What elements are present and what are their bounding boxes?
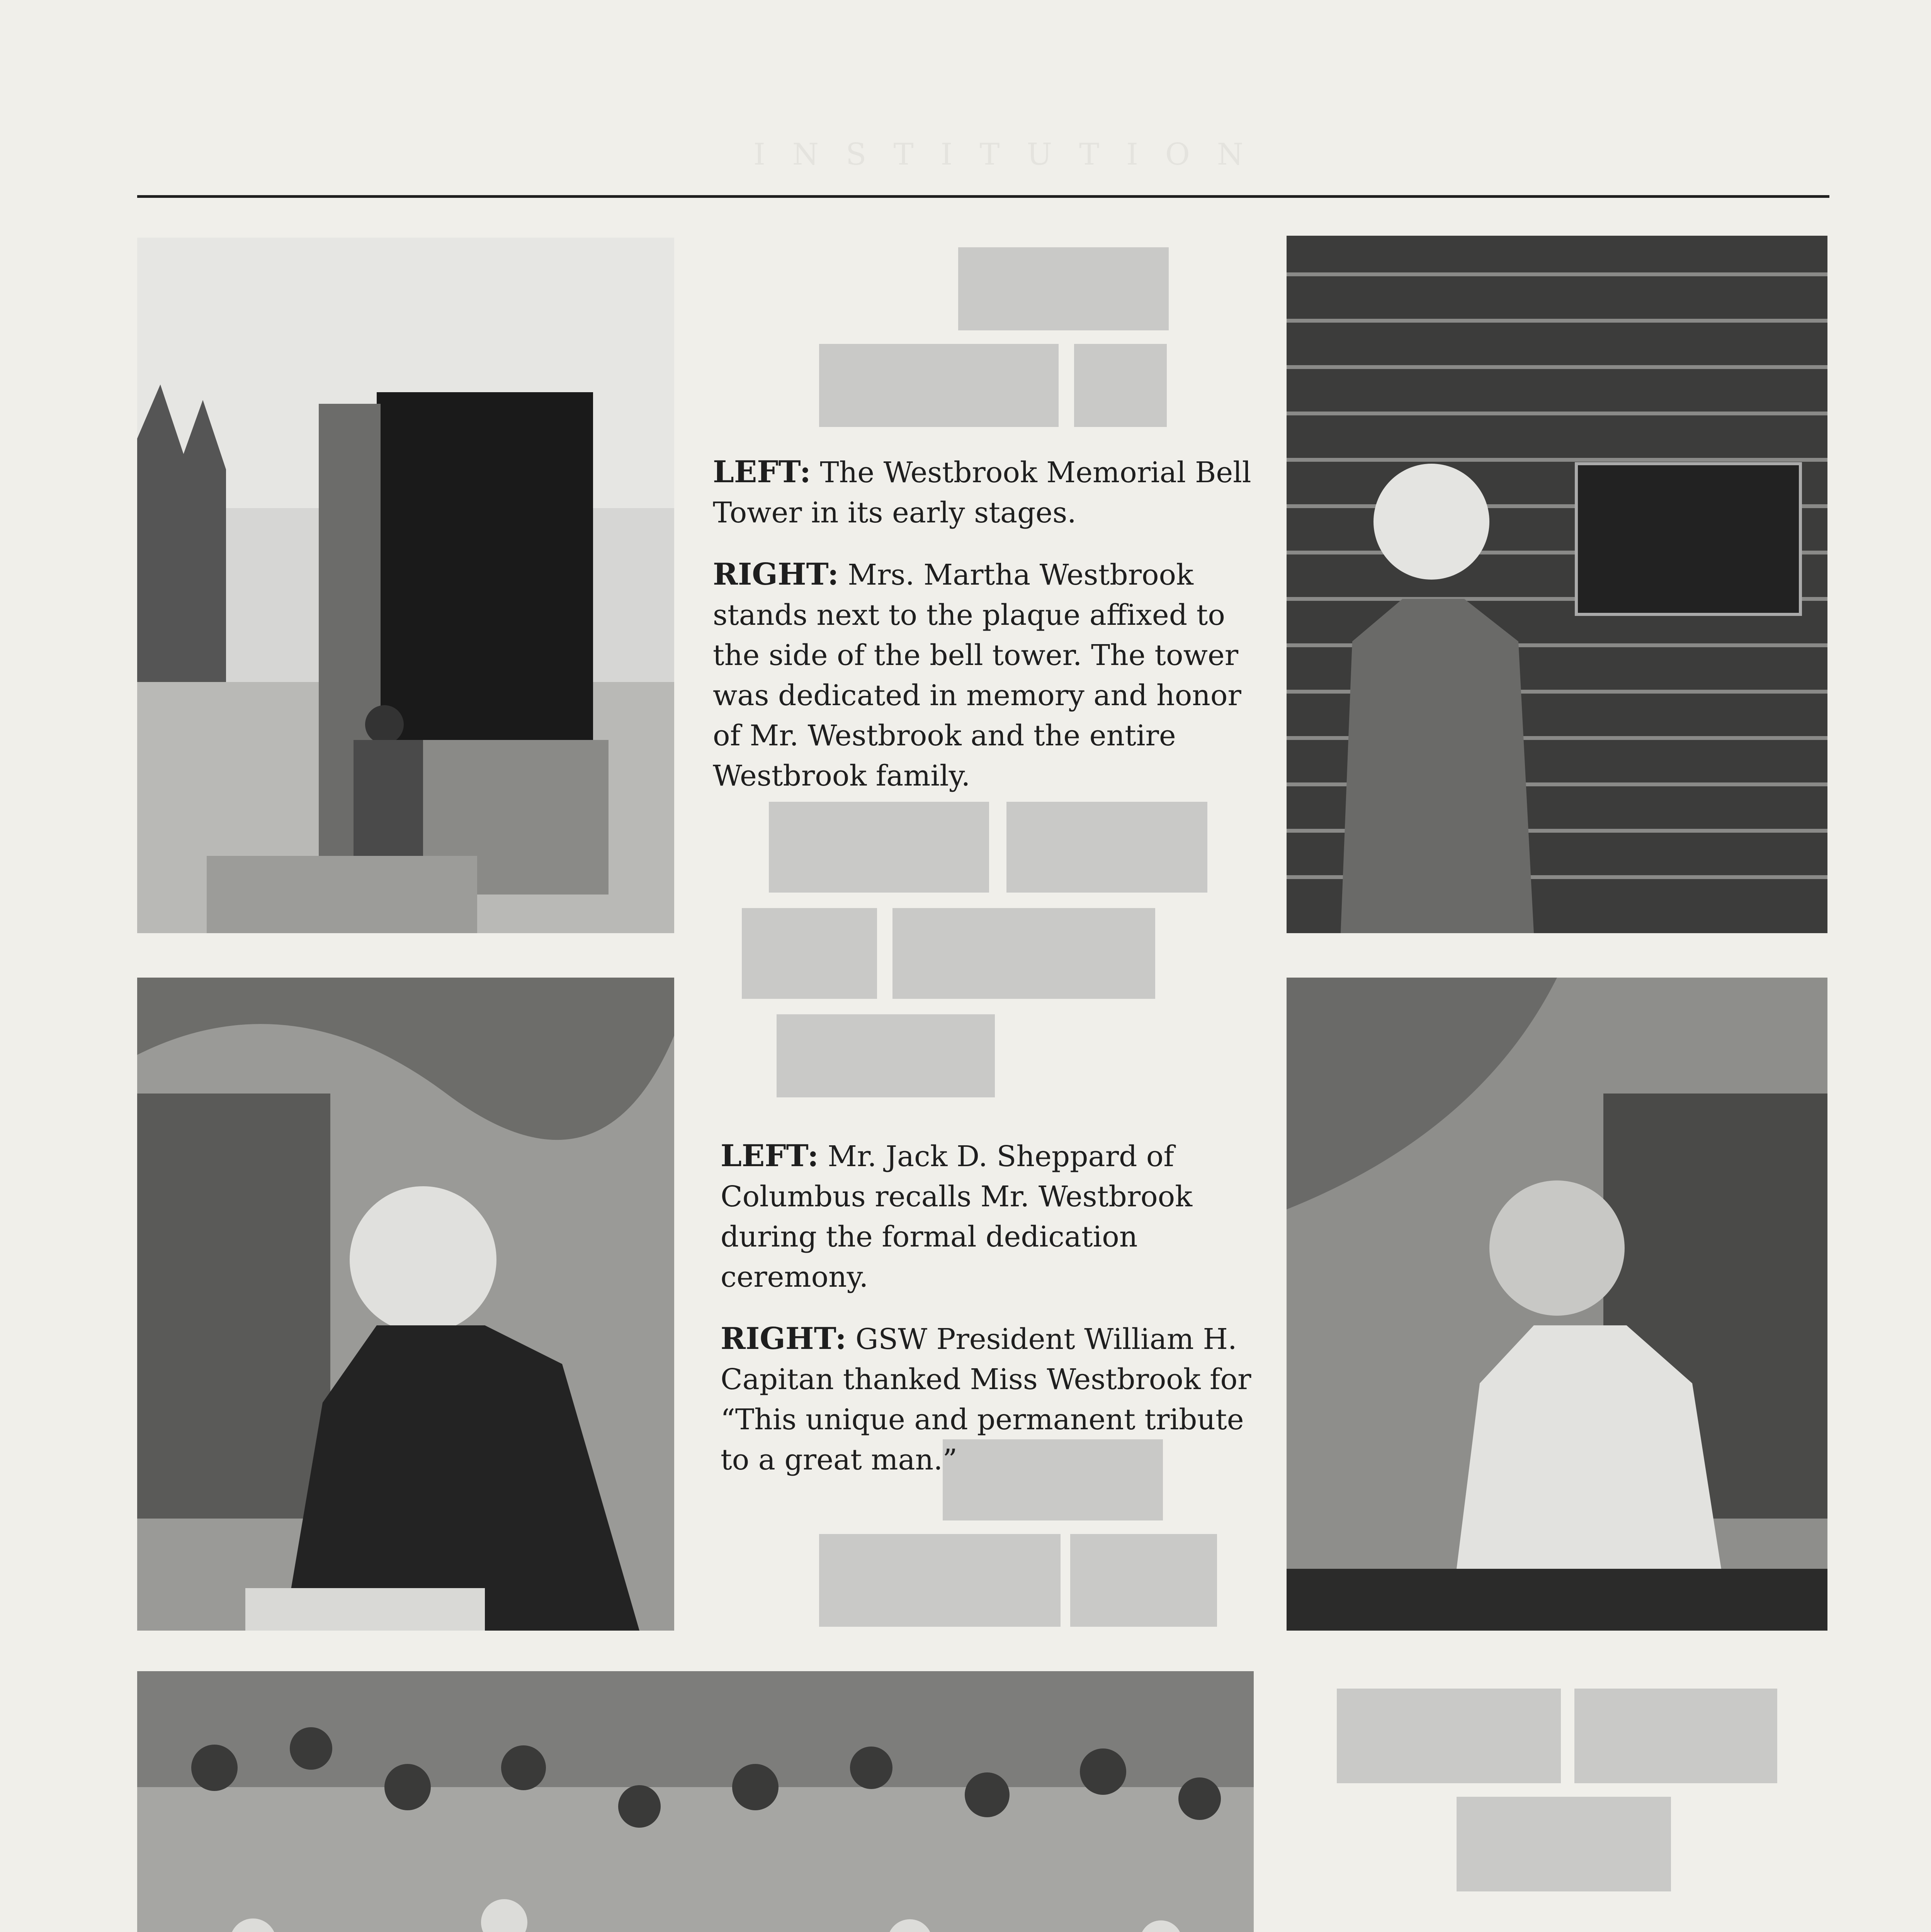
caption-text: Mr. Jack D. Sheppard of Columbus recalls Mr. Westbrook during the formal dedication ceremony.	[721, 1140, 1193, 1294]
photo-mrs-westbrook-plaque	[1287, 236, 1827, 933]
caption-block-1	[713, 452, 1261, 818]
caption-label: LEFT:	[713, 454, 811, 490]
decorative-brick	[1074, 344, 1167, 427]
photo-jack-sheppard-speaking	[137, 978, 674, 1631]
caption-left-1	[713, 452, 1261, 533]
faint-header-text: INSTITUTION	[753, 137, 1271, 172]
decorative-brick	[1070, 1534, 1217, 1627]
decorative-brick	[892, 908, 1155, 999]
caption-text: Mrs. Martha Westbrook stands next to the plaque affixed to the side of the bell tower. The tower was dedicated in memory and honor of Mr. Westbrook and the entire Westbrook family.	[713, 558, 1241, 793]
decorative-brick	[1574, 1689, 1777, 1783]
caption-label: RIGHT:	[713, 557, 839, 592]
caption-left-2	[721, 1136, 1269, 1297]
caption-right-1	[713, 554, 1261, 796]
decorative-brick	[958, 247, 1169, 330]
decorative-brick	[742, 908, 877, 999]
caption-right-2	[721, 1319, 1269, 1480]
header-rule	[137, 195, 1829, 198]
photo-president-capitan-speaking	[1287, 978, 1827, 1631]
decorative-brick	[1457, 1797, 1671, 1891]
photo-reception-crowd	[137, 1671, 1254, 1932]
caption-block-2	[721, 1136, 1269, 1502]
caption-label: LEFT:	[721, 1138, 819, 1173]
photo-bell-tower-construction	[137, 238, 674, 933]
caption-text: GSW President William H. Capitan thanked Miss Westbrook for “This unique and permanent tribute to a great man.”	[721, 1323, 1251, 1476]
decorative-brick	[819, 344, 1059, 427]
decorative-brick	[1337, 1689, 1561, 1783]
decorative-brick	[819, 1534, 1061, 1627]
caption-text: The Westbrook Memorial Bell Tower in its early stages.	[713, 456, 1251, 529]
decorative-brick	[777, 1014, 995, 1097]
caption-label: RIGHT:	[721, 1321, 847, 1356]
